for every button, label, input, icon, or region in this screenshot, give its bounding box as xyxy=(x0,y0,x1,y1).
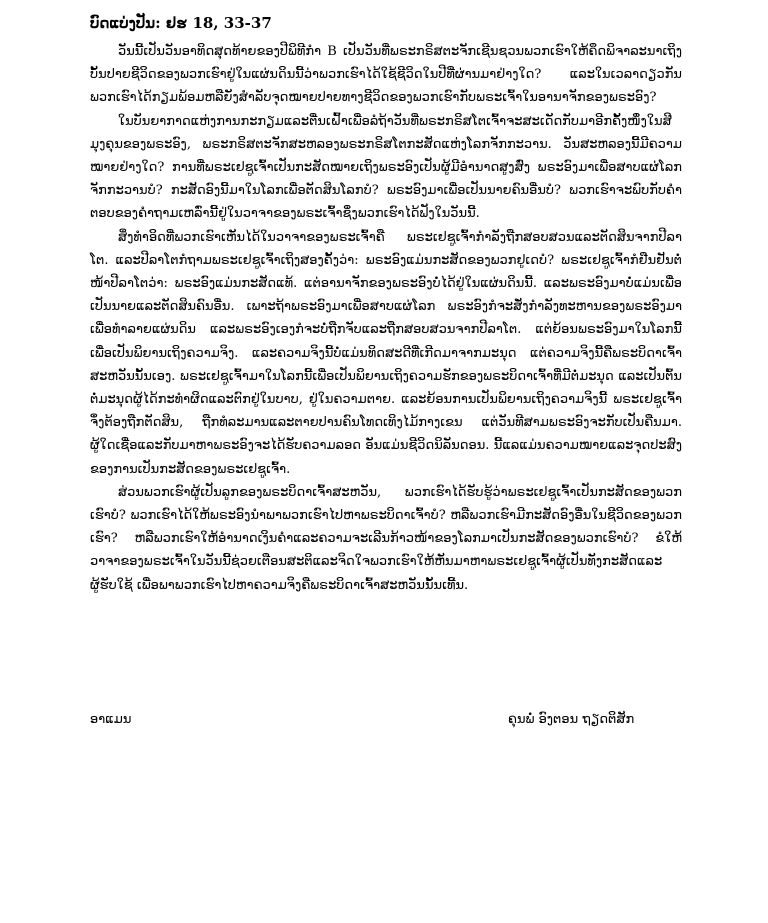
amen-text: ອາແມນ xyxy=(90,712,132,727)
author-signature: ຄຸນພໍ່ ອົງຕອນ ຖຽດຕິສັກ xyxy=(508,712,635,727)
paragraph-4: ສ່ວນພວກເຮົາຜູ້ເປັນລູກຂອງພຣະບິດາເຈົ້າສະຫວັນ, ພວກເຮົາໄດ້ຮັບຮູ້ວ່າພຣະເຢຊູເຈົ້າເປັນກະສັດຂອງພວກເຮົາບໍ? ພວກເຮົາໄດ້ໃຫ້ພຣະອົງນຳພາພວກເຮົາໄປຫາພຣະບິດາເຈົ້າບໍ? ຫລືພວກເຮົາມີກະສັດອົງອື່ນໃນຊີວິດຂອງພວກເຮົາ? ຫລືພວກເຮົາໃຫ້ອຳນາດເງິນຄຳແລະຄວາມຈະເລີນກ້າວໜ້າຂອງໂລກມາເປັນກະສັດຂອງພວກເຮົາບໍ? ຂໍໃຫ້ວາຈາຂອງພຣະເຈົ້າໃນວັນນີ້ຊ່ວຍເຕືອນສະຕິແລະຈິດໃຈພວກເຮົາໃຫ້ຫັນມາຫາພຣະເຢຊູເຈົ້າຜູ້ເປັນທັງກະສັດແລະຜູ້ຮັບໃຊ້ ເພື່ອພາພວກເຮົາໄປຫາຄວາມຈິງຄືພຣະບິດາເຈົ້າສະຫວັນນັ້ນເທີ້ນ. xyxy=(90,484,682,593)
paragraph-1: ວັນນີ້ເປັນວັນອາທິດສຸດທ້າຍຂອງປີພິທີກຳ B ເປັນວັນທີ່ພຣະກຣິສຕະຈັກເຊີນຊວນພວກເຮົາໃຫ້ຄຶດພິຈາລະນາເຖິງບັ້ນປາຍຊີວິດຂອງພວກເຮົາຢູ່ໃນແຜ່ນດິນນີ້ວ່າພວກເຮົາໄດ້ໃຊ້ຊີວິດໃນປີທີ່ຜ່ານມາຢ່າງໃດ? ແລະໃນເວລາດຽວກັນພວກເຮົາໄດ້ກຽມພ້ອມຫລືຍັງສຳລັບຈຸດໝາຍປາຍທາງຊີວິດຂອງພວກເຮົາກັບພຣະເຈົ້າໃນອານາຈັກຂອງພຣະອົງ? xyxy=(90,44,682,106)
closing-line xyxy=(90,708,682,732)
page-title xyxy=(90,12,690,34)
title-text: ບົດແບ່ງປັນ: ຢຮ xyxy=(90,14,187,32)
scripture-reference: 18, 33-37 xyxy=(192,14,272,32)
paragraph-3: ສິ່ງທຳອິດທີ່ພວກເຮົາເຫັນໄດ້ໃນວາຈາຂອງພຣະເຈົ້າຄື ພຣະເຢຊູເຈົ້າກຳລັງຖືກສອບສວນແລະຕັດສິນຈາກປີລາໂຕ. ແລະປີລາໂຕກໍຖາມພຣະເຢຊູເຈົ້າເຖິງສອງຄັ້ງວ່າ: ພຣະອົງແມ່ນກະສັດຂອງພວກຢູເດບໍ? ພຣະເຢຊູເຈົ້າກໍຢືນຢັນຕໍ່ໜ້າປີລາໂຕວ່າ: ພຣະອົງແມ່ນກະສັດແທ້. ແຕ່ອານາຈັກຂອງພຣະອົງບໍ່ໄດ້ຢູ່ໃນແຜ່ນດິນນີ້. ແລະພຣະອົງມາບໍ່ແມ່ນເພື່ອເປັນນາຍແລະຕັດສິນຄົນອື່ນ. ເພາະຖ້າພຣະອົງມາເພື່ອສາບແຜ່ໂລກ ພຣະອົງກໍຈະສັ່ງກຳລັງທະຫານຂອງພຣະອົງມາເພື່ອທຳລາຍແຜ່ນດິນ ແລະພຣະອົງເອງກໍຈະບໍ່ຖືກຈັບແລະຖືກສອບສວນຈາກປີລາໂຕ. ແຕ່ຍ້ອນພຣະອົງມາໃນໂລກນີ້ເພື່ອເປັນພິຍານເຖິງຄວາມຈິງ. ແລະຄວາມຈິງນີ້ບໍ່ແມ່ນທິດສະດີທີ່ເກີດມາຈາກມະນຸດ ແຕ່ຄວາມຈິງນີ້ຄືພຣະບິດາເຈົ້າສະຫວັນນັ້ນເອງ. ພຣະເຢຊູເຈົ້າມາໃນໂລກນີ້ເພື່ອເປັນພິຍານເຖິງຄວາມຮັກຂອງພຣະບິດາເຈົ້າທີ່ມີຕໍ່ມະນຸດ ແລະເປັນຕົ້ນຕໍ່ມະນຸດຜູ້ໄດ້ກະທຳຜິດແລະຕົກຢູ່ໃນບາບ, ຢູ່ໃນຄວາມຕາຍ. ແລະຍ້ອນການເປັນພິຍານເຖິງຄວາມຈິງນີ້ ພຣະເຢຊູເຈົ້າຈຶ່ງຕ້ອງຖືກຕັດສິນ, ຖືກທໍລະມານແລະຕາຍປານຄົນໂທດເທິງໄມ້ກາງເຂນ ແຕ່ວັນທີສາມພຣະອົງຈະກັບເປັນຄືນມາ. ຜູ້ໃດເຊື່ອແລະກັບມາຫາພຣະອົງຈະໄດ້ຮັບຄວາມລອດ ອັນແມ່ນຊີວິດນິລັນດອນ. ນີ້ແລແມ່ນຄວາມໝາຍແລະຈຸດປະສົງຂອງການເປັນກະສັດຂອງພຣະເຢຊູເຈົ້າ. xyxy=(90,229,682,477)
homily-body xyxy=(90,40,682,597)
paragraph-2: ໃນບັນຍາກາດແຫ່ງການກະກຽມແລະຕື່ນເຝົ້າເພື່ອລໍຖ້າວັນທີ່ພຣະກຣິສໂຕເຈົ້າຈະສະເດັດກັບມາອີກຄັ້ງໜຶ່ງໃນສີມຸງຄຸນຂອງພຣະອົງ, ພຣະກຣິສຕະຈັກສະຫລອງພຣະກຣິສໂຕກະສັດແຫ່ງໂລກຈັກກະວານ. ວັນສະຫລອງນີ້ມີຄວາມໝາຍຢ່າງໃດ? ການທີ່ພຣະເຢຊູເຈົ້າເປັນກະສັດໝາຍເຖິງພຣະອົງເປັນຜູ້ມີອຳນາດສູງສົ່ງ ພຣະອົງມາເພື່ອສາບແຜ່ໂລກຈັກກະວານບໍ? ກະສັດອົງນີ້ມາໃນໂລກເພື່ອຕັດສິນໂລກບໍ? ພຣະອົງມາເພື່ອເປັນນາຍຄົນອື່ນບໍ? ພວກເຮົາຈະພົບກັບຄຳຕອບຂອງຄຳຖາມເຫລົ່ານີ້ຢູ່ໃນວາຈາຂອງພຣະເຈົ້າຊຶ່ງພວກເຮົາໄດ້ຟັງໃນວັນນີ້. xyxy=(90,113,682,222)
